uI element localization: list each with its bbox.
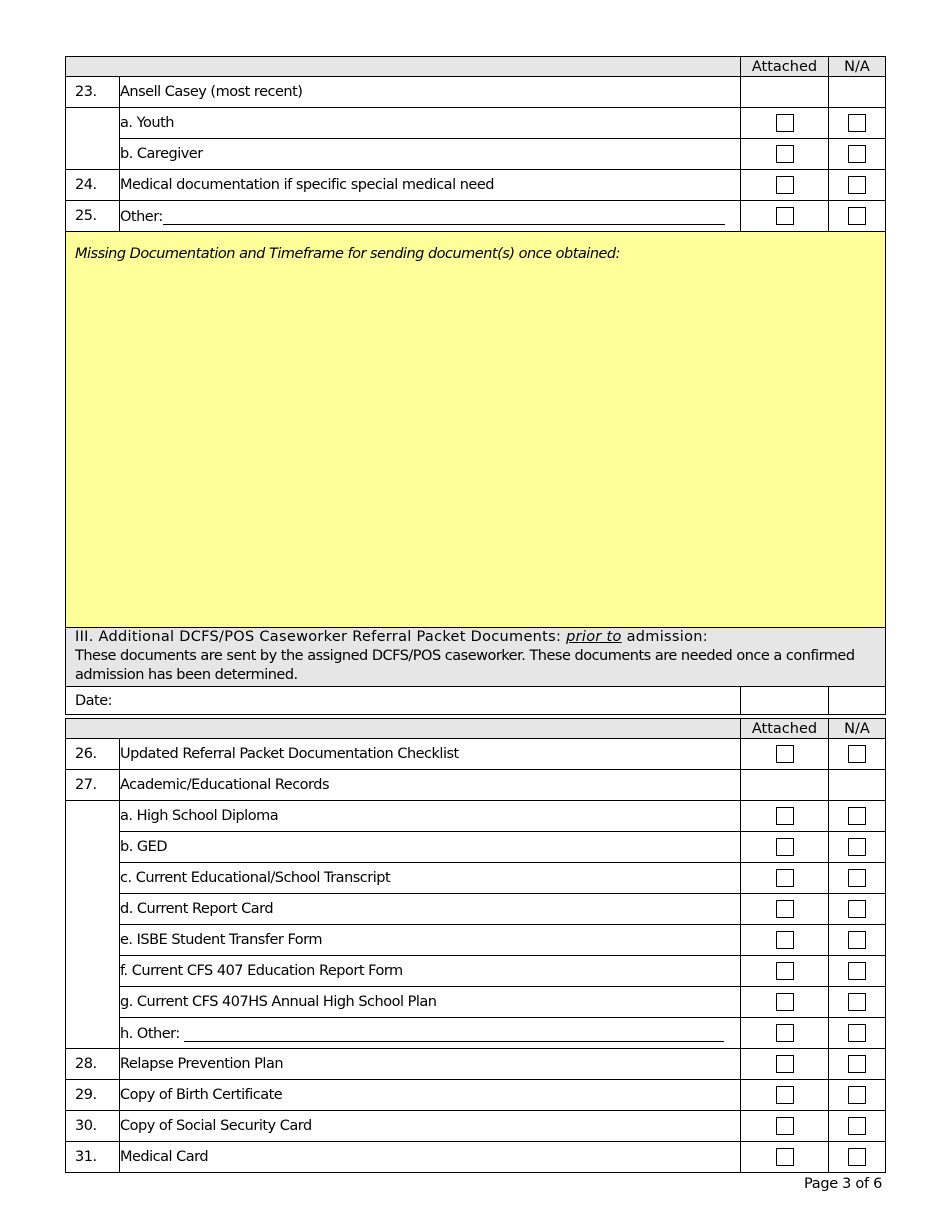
date-field[interactable] [741, 687, 829, 715]
table-row [66, 1080, 886, 1111]
attached-checkbox[interactable] [776, 1148, 794, 1166]
attached-checkbox[interactable] [776, 145, 794, 163]
na-checkbox[interactable] [848, 869, 866, 887]
na-column-header: N/A [829, 57, 886, 77]
attached-checkbox[interactable] [776, 1055, 794, 1073]
table-row [66, 925, 886, 956]
table-row [66, 77, 886, 108]
na-checkbox[interactable] [848, 207, 866, 225]
attached-checkbox[interactable] [776, 1086, 794, 1104]
attached-checkbox[interactable] [776, 1117, 794, 1135]
table-row [66, 863, 886, 894]
na-checkbox[interactable] [848, 931, 866, 949]
section-title: III. Additional DCFS/POS Caseworker Referral Packet Documents: prior to admission: [75, 629, 708, 645]
item-number: 25. [66, 201, 120, 232]
na-checkbox[interactable] [848, 114, 866, 132]
attached-checkbox[interactable] [776, 838, 794, 856]
attached-checkbox[interactable] [776, 869, 794, 887]
item-label: b. GED [120, 832, 741, 863]
table-row [66, 1111, 886, 1142]
missing-documentation-box[interactable] [66, 232, 886, 635]
section-3-header [65, 627, 886, 715]
table-row [66, 139, 886, 170]
item-label: d. Current Report Card [120, 894, 741, 925]
table-row [66, 170, 886, 201]
other-text-line[interactable] [184, 1025, 724, 1042]
na-checkbox[interactable] [848, 1117, 866, 1135]
attached-column-header: Attached [741, 719, 829, 739]
item-number: 31. [66, 1142, 120, 1173]
na-checkbox[interactable] [848, 1086, 866, 1104]
date-label: Date: [66, 687, 741, 715]
attached-checkbox[interactable] [776, 962, 794, 980]
item-label: f. Current CFS 407 Education Report Form [120, 956, 741, 987]
na-column-header: N/A [829, 719, 886, 739]
attached-checkbox[interactable] [776, 900, 794, 918]
table-row [66, 956, 886, 987]
item-label: Medical Card [120, 1142, 741, 1173]
attached-checkbox[interactable] [776, 1024, 794, 1042]
na-checkbox[interactable] [848, 1148, 866, 1166]
table-row [66, 739, 886, 770]
na-checkbox[interactable] [848, 807, 866, 825]
table-row [66, 832, 886, 863]
item-label: h. Other: [120, 1025, 180, 1042]
item-number: 27. [66, 770, 120, 801]
na-checkbox[interactable] [848, 176, 866, 194]
item-label: g. Current CFS 407HS Annual High School Plan [120, 987, 741, 1018]
item-label: Updated Referral Packet Documentation Checklist [120, 739, 741, 770]
top-checklist-table [65, 56, 886, 635]
table-row [66, 894, 886, 925]
item-label: c. Current Educational/School Transcript [120, 863, 741, 894]
item-label: Copy of Birth Certificate [120, 1080, 741, 1111]
missing-documentation-row [66, 232, 886, 635]
attached-checkbox[interactable] [776, 931, 794, 949]
item-label: Relapse Prevention Plan [120, 1049, 741, 1080]
table-row [66, 770, 886, 801]
na-checkbox[interactable] [848, 900, 866, 918]
item-label: Academic/Educational Records [120, 770, 741, 801]
table-row [66, 108, 886, 139]
item-number: 28. [66, 1049, 120, 1080]
item-label: a. High School Diploma [120, 801, 741, 832]
na-checkbox[interactable] [848, 962, 866, 980]
bottom-checklist-table [65, 718, 886, 1173]
attached-checkbox[interactable] [776, 993, 794, 1011]
attached-checkbox[interactable] [776, 176, 794, 194]
attached-checkbox[interactable] [776, 207, 794, 225]
item-number: 26. [66, 739, 120, 770]
table-row [66, 987, 886, 1018]
item-label: e. ISBE Student Transfer Form [120, 925, 741, 956]
missing-documentation-label: Missing Documentation and Timeframe for sending document(s) once obtained: [75, 246, 621, 262]
table-row [66, 201, 886, 232]
section-description: These documents are sent by the assigned DCFS/POS caseworker. These documents are needed once a confirmed admission has been determined. [75, 648, 855, 683]
item-number: 24. [66, 170, 120, 201]
na-checkbox[interactable] [848, 1055, 866, 1073]
attached-checkbox[interactable] [776, 745, 794, 763]
table-header [66, 719, 886, 739]
na-checkbox[interactable] [848, 1024, 866, 1042]
table-row [66, 801, 886, 832]
item-label: Medical documentation if specific special medical need [120, 170, 741, 201]
item-label: Ansell Casey (most recent) [120, 77, 741, 108]
table-row [66, 1049, 886, 1080]
table-header [66, 57, 886, 77]
attached-column-header: Attached [741, 57, 829, 77]
item-label: b. Caregiver [120, 139, 741, 170]
na-checkbox[interactable] [848, 838, 866, 856]
item-number: 23. [66, 77, 120, 108]
item-label: Other: [120, 208, 163, 225]
na-checkbox[interactable] [848, 993, 866, 1011]
table-row [66, 1142, 886, 1173]
item-label: a. Youth [120, 108, 741, 139]
attached-checkbox[interactable] [776, 807, 794, 825]
item-label: Copy of Social Security Card [120, 1111, 741, 1142]
table-row [66, 1018, 886, 1049]
item-number: 30. [66, 1111, 120, 1142]
na-checkbox[interactable] [848, 145, 866, 163]
other-text-line[interactable] [163, 208, 725, 225]
item-number: 29. [66, 1080, 120, 1111]
attached-checkbox[interactable] [776, 114, 794, 132]
page-number: Page 3 of 6 [803, 1176, 882, 1192]
na-checkbox[interactable] [848, 745, 866, 763]
